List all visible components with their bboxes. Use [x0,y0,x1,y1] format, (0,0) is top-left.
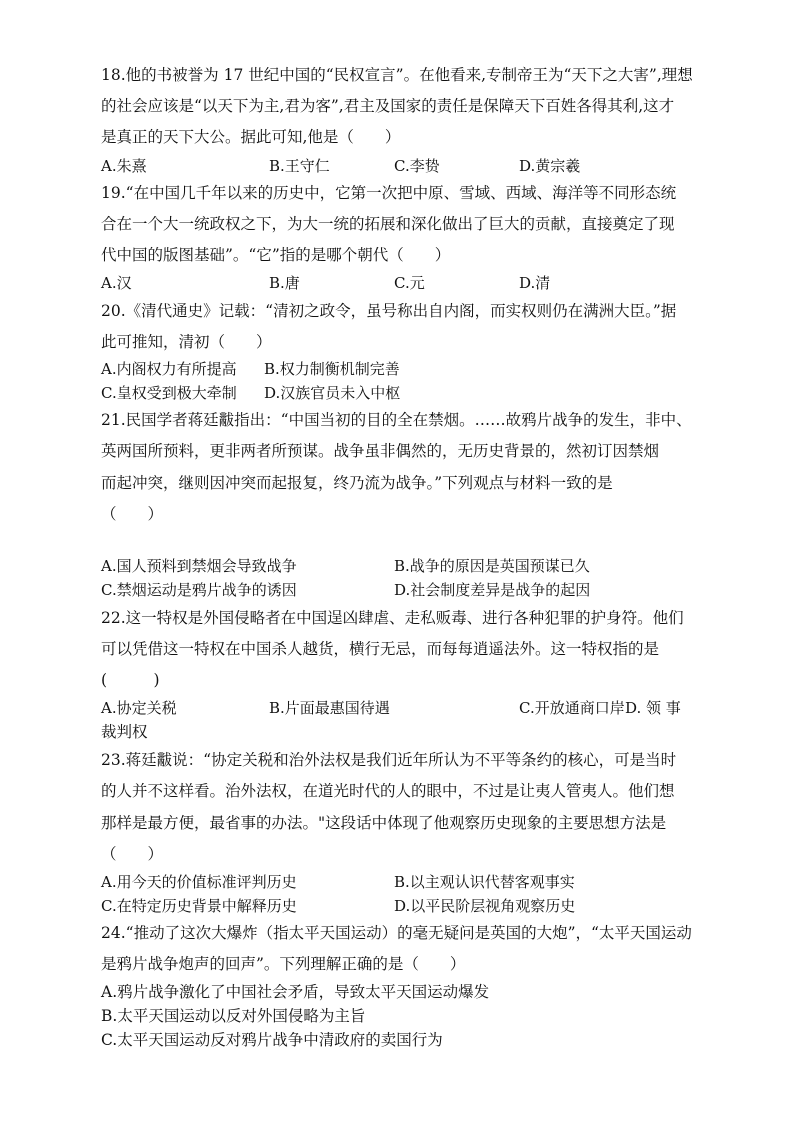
option-b[interactable]: B.战争的原因是英国预谋已久 [394,557,590,575]
option-b[interactable]: B.片面最惠国待遇 [269,699,390,717]
option-a[interactable]: A.内阁权力有所提高 [101,360,237,378]
question-text-line: 合在一个大一统政权之下，为大一统的拓展和深化做出了巨大的贡献，直接奠定了现 [101,215,675,233]
option-d[interactable]: D. 领 事 [625,699,681,717]
question-text-line: 可以凭借这一特权在中国杀人越货，横行无忌，而每每逍遥法外。这一特权指的是 [101,640,660,658]
question-text-line: （ ） [101,505,164,523]
option-c[interactable]: C.在特定历史背景中解释历史 [101,897,297,915]
question-text-line: 英两国所预料，更非两者所预谋。战争虽非偶然的，无历史背景的，然初订因禁烟 [101,442,660,460]
option-b[interactable]: B.权力制衡机制完善 [264,360,400,378]
option-a[interactable]: A.鸦片战争激化了中国社会矛盾，导致太平天国运动爆发 [101,983,490,1001]
options-row [101,697,741,719]
options-row [101,895,741,917]
option-b[interactable]: B.王守仁 [269,157,330,175]
option-a[interactable]: A.朱熹 [101,157,147,175]
options-row [101,155,741,177]
option-b[interactable]: B.太平天国运动以反对外国侵略为主旨 [101,1007,366,1025]
option-d[interactable]: D.汉族官员未入中枢 [264,384,401,402]
question-text-line: 19.“在中国几千年以来的历史中，它第一次把中原、雪域、西域、海洋等不同形态统 [101,184,677,202]
question-text-line: 21.民国学者蒋廷黻指出：“中国当初的目的全在禁烟。……故鸦片战争的发生，非中、 [101,411,692,429]
question-text-line: 18.他的书被誉为 17 世纪中国的“民权宣言”。在他看来,专制帝王为“天下之大害”,理想 [101,66,693,84]
option-d[interactable]: D.以平民阶层视角观察历史 [394,897,576,915]
option-c[interactable]: C.李贽 [394,157,440,175]
option-a[interactable]: A.协定关税 [101,699,177,717]
option-a[interactable]: A.用今天的价值标准评判历史 [101,873,297,891]
question-text-line: 代中国的版图基础”。“它”指的是哪个朝代（ ） [101,246,451,264]
question-text-line: 的社会应该是“以天下为主,君为客”,君主及国家的责任是保障天下百姓各得其利,这才 [101,97,675,115]
question-text-line: 那样是最方便，最省事的办法。"这段话中体现了他观察历史现象的主要思想方法是 [101,814,667,832]
question-text-line: 是鸦片战争炮声的回声”。下列理解正确的是（ ） [101,955,466,973]
option-c[interactable]: C.太平天国运动反对鸦片战争中清政府的卖国行为 [101,1031,443,1049]
option-b[interactable]: B.唐 [269,274,300,292]
option-c[interactable]: C.禁烟运动是鸦片战争的诱因 [101,581,297,599]
options-row [101,579,741,601]
question-text-line: 23.蒋廷黻说：“协定关税和治外法权是我们近年所认为不平等条约的核心，可是当时 [101,751,677,769]
options-row [101,382,741,404]
question-text-line: 而起冲突，继则因冲突而起报复，终乃流为战争。”下列观点与材料一致的是 [101,474,613,492]
question-text-line: 此可推知，清初（ ） [101,333,272,351]
question-text-line: （ ） [101,845,164,863]
options-row [101,555,741,577]
option-c[interactable]: C.皇权受到极大牵制 [101,384,237,402]
question-text-line: ( ) [101,671,160,689]
options-row [101,358,741,380]
option-b[interactable]: B.以主观认识代替客观事实 [394,873,575,891]
option-a[interactable]: A.国人预料到禁烟会导致战争 [101,557,297,575]
question-text-line: 22.这一特权是外国侵略者在中国逞凶肆虐、走私贩毒、进行各种犯罪的护身符。他们 [101,609,684,627]
option-d[interactable]: D.清 [519,274,551,292]
option-d[interactable]: D.黄宗羲 [519,157,581,175]
option-a[interactable]: A.汉 [101,274,132,292]
options-row [101,272,741,294]
options-row [101,871,741,893]
question-text-line: 20.《清代通史》记载：“清初之政令，虽号称出自内阁，而实权则仍在满洲大臣。”据 [101,302,677,320]
question-text-line: 是真正的天下大公。据此可知,他是（ ） [101,128,401,146]
question-text-line: 的人并不这样看。治外法权，在道光时代的人的眼中，不过是让夷人管夷人。他们想 [101,782,675,800]
option-c[interactable]: C.元 [394,274,425,292]
option-d-continuation: 裁判权 [101,723,148,741]
question-text-line: 24.“推动了这次大爆炸（指太平天国运动）的毫无疑问是英国的大炮”，“太平天国运动 [101,924,692,942]
option-c[interactable]: C.开放通商口岸 [519,699,625,717]
option-d[interactable]: D.社会制度差异是战争的起因 [394,581,591,599]
